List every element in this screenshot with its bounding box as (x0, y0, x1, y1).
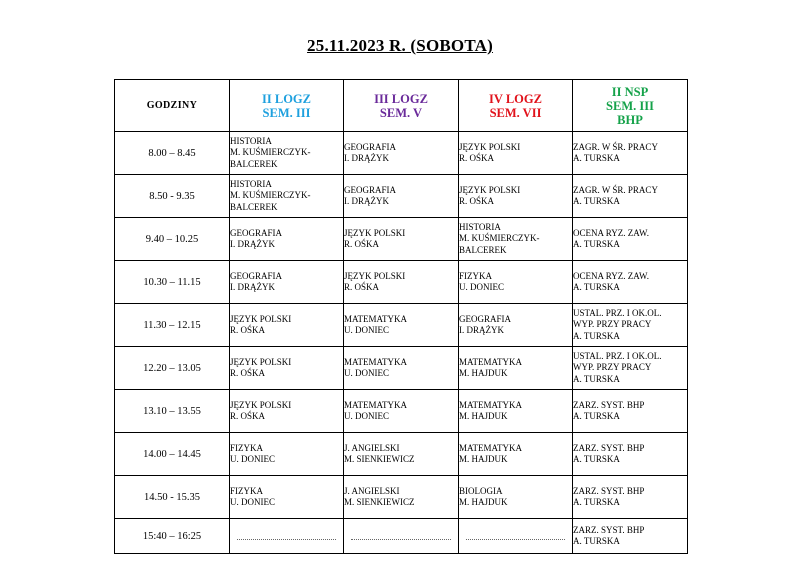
lesson-cell (459, 218, 573, 261)
lesson-cell (230, 218, 344, 261)
subject-name: HISTORIA (230, 135, 272, 146)
subject-name: MATEMATYKA (344, 356, 407, 367)
teacher-name: U. DONIEC (459, 282, 504, 292)
subject-name: JĘZYK POLSKI (230, 313, 292, 324)
teacher-name: M. HAJDUK (459, 497, 508, 507)
teacher-name: A. TURSKA (573, 373, 620, 384)
teacher-name: A. TURSKA (573, 239, 620, 249)
schedule-row (115, 261, 688, 304)
time-slot: 11.30 – 12.15 (115, 304, 230, 347)
subject-name: MATEMATYKA (344, 313, 407, 324)
teacher-name: A. TURSKA (573, 330, 620, 341)
time-slot: 10.30 – 11.15 (115, 261, 230, 304)
lesson-cell (459, 175, 573, 218)
time-slot: 8.50 - 9.35 (115, 175, 230, 218)
lesson-cell (459, 347, 573, 390)
lesson-cell (344, 132, 459, 175)
subject-name: JĘZYK POLSKI (459, 184, 521, 195)
schedule-row (115, 347, 688, 390)
group-semester: SEM. III (262, 105, 311, 120)
subject-name: BIOLOGIA (459, 485, 503, 496)
group-semester: SEM. V (379, 105, 423, 120)
teacher-name: M. SIENKIEWICZ (344, 497, 415, 507)
subject-name: FIZYKA (230, 485, 263, 496)
schedule-body (115, 132, 688, 554)
subject-name: MATEMATYKA (459, 399, 522, 410)
teacher-name: U. DONIEC (344, 411, 389, 421)
empty-slot-line (237, 539, 336, 540)
lesson-cell (573, 218, 688, 261)
lesson-cell (230, 433, 344, 476)
subject-name: HISTORIA (459, 221, 501, 232)
teacher-name: A. TURSKA (573, 411, 620, 421)
lesson-cell (573, 261, 688, 304)
teacher-name: R. OŚKA (459, 153, 495, 163)
subject-name: GEOGRAFIA (344, 184, 397, 195)
teacher-name: R. OŚKA (230, 411, 266, 421)
group-specialty: BHP (617, 112, 643, 127)
empty-slot-line (351, 539, 451, 540)
subject-name: GEOGRAFIA (230, 227, 283, 238)
lesson-cell (230, 261, 344, 304)
teacher-name: I. DRĄŻYK (344, 196, 389, 206)
teacher-name: WYP. PRZY PRACY (573, 319, 652, 330)
lesson-cell (344, 218, 459, 261)
teacher-name: R. OŚKA (230, 325, 266, 335)
group-header (459, 80, 573, 132)
subject-name: MATEMATYKA (459, 356, 522, 367)
lesson-cell (344, 519, 459, 554)
time-column-header: GODZINY (115, 80, 230, 132)
subject-name: FIZYKA (459, 270, 492, 281)
lesson-cell (344, 304, 459, 347)
teacher-name: U. DONIEC (344, 325, 389, 335)
schedule-table (114, 79, 688, 554)
teacher-name: U. DONIEC (230, 454, 275, 464)
teacher-name: BALCEREK (230, 201, 278, 212)
subject-name: MATEMATYKA (459, 442, 522, 453)
teacher-name: I. DRĄŻYK (230, 282, 275, 292)
subject-name: OCENA RYZ. ZAW. (573, 270, 649, 281)
lesson-cell (573, 476, 688, 519)
teacher-name: I. DRĄŻYK (459, 325, 504, 335)
time-slot: 14.00 – 14.45 (115, 433, 230, 476)
subject-name: JĘZYK POLSKI (230, 399, 292, 410)
lesson-cell (230, 476, 344, 519)
teacher-name: M. HAJDUK (459, 368, 508, 378)
teacher-name: M. KUŚMIERCZYK- (230, 147, 311, 158)
teacher-name: A. TURSKA (573, 153, 620, 163)
lesson-cell (573, 132, 688, 175)
teacher-name: M. KUŚMIERCZYK- (459, 233, 540, 244)
lesson-cell (573, 390, 688, 433)
group-name: IV LOGZ (489, 91, 542, 106)
group-header (344, 80, 459, 132)
subject-name: JĘZYK POLSKI (344, 227, 406, 238)
group-name: II NSP (611, 84, 649, 99)
lesson-cell (459, 433, 573, 476)
schedule-row (115, 132, 688, 175)
teacher-name: A. TURSKA (573, 536, 620, 546)
teacher-name: U. DONIEC (344, 368, 389, 378)
subject-name: ZARZ. SYST. BHP (573, 524, 645, 535)
page-title: 25.11.2023 R. (SOBOTA) (307, 36, 493, 55)
lesson-cell (573, 519, 688, 554)
subject-name: JĘZYK POLSKI (459, 141, 521, 152)
time-slot: 8.00 – 8.45 (115, 132, 230, 175)
lesson-cell (230, 390, 344, 433)
teacher-name: M. KUŚMIERCZYK- (230, 190, 311, 201)
group-semester: SEM. III (606, 98, 654, 113)
schedule-row (115, 304, 688, 347)
teacher-name: A. TURSKA (573, 196, 620, 206)
lesson-cell (459, 390, 573, 433)
lesson-cell (230, 304, 344, 347)
time-slot: 12.20 – 13.05 (115, 347, 230, 390)
teacher-name: I. DRĄŻYK (230, 239, 275, 249)
schedule-row (115, 390, 688, 433)
lesson-cell (230, 347, 344, 390)
schedule-row (115, 218, 688, 261)
lesson-cell (230, 132, 344, 175)
lesson-cell (459, 132, 573, 175)
lesson-cell (344, 390, 459, 433)
teacher-name: BALCEREK (230, 158, 278, 169)
lesson-cell (573, 347, 688, 390)
lesson-cell (573, 433, 688, 476)
lesson-cell (573, 304, 688, 347)
time-slot: 14.50 - 15.35 (115, 476, 230, 519)
lesson-cell (344, 476, 459, 519)
teacher-name: A. TURSKA (573, 454, 620, 464)
time-slot: 15:40 – 16:25 (115, 519, 230, 554)
teacher-name: U. DONIEC (230, 497, 275, 507)
subject-name: ZAGR. W ŚR. PRACY (573, 184, 658, 195)
schedule-row (115, 433, 688, 476)
teacher-name: A. TURSKA (573, 497, 620, 507)
header-row (115, 80, 688, 132)
subject-name: GEOGRAFIA (459, 313, 512, 324)
teacher-name: A. TURSKA (573, 282, 620, 292)
teacher-name: R. OŚKA (459, 196, 495, 206)
lesson-cell (459, 476, 573, 519)
empty-slot-line (466, 539, 565, 540)
schedule-row (115, 476, 688, 519)
subject-name: OCENA RYZ. ZAW. (573, 227, 649, 238)
teacher-name: WYP. PRZY PRACY (573, 362, 652, 373)
schedule-row (115, 519, 688, 554)
teacher-name: R. OŚKA (230, 368, 266, 378)
subject-name: GEOGRAFIA (344, 141, 397, 152)
subject-name: USTAL. PRZ. I OK.OL. (573, 307, 662, 318)
group-semester: SEM. VII (489, 105, 542, 120)
lesson-cell (230, 175, 344, 218)
teacher-name: BALCEREK (459, 244, 507, 255)
subject-name: JĘZYK POLSKI (230, 356, 292, 367)
lesson-cell (344, 175, 459, 218)
subject-name: ZARZ. SYST. BHP (573, 399, 645, 410)
group-name: III LOGZ (374, 91, 428, 106)
group-header (573, 80, 688, 132)
lesson-cell (230, 519, 344, 554)
lesson-cell (459, 304, 573, 347)
lesson-cell (459, 519, 573, 554)
subject-name: GEOGRAFIA (230, 270, 283, 281)
subject-name: JĘZYK POLSKI (344, 270, 406, 281)
schedule-row (115, 175, 688, 218)
subject-name: MATEMATYKA (344, 399, 407, 410)
lesson-cell (344, 433, 459, 476)
lesson-cell (344, 261, 459, 304)
time-slot: 9.40 – 10.25 (115, 218, 230, 261)
teacher-name: M. HAJDUK (459, 411, 508, 421)
subject-name: FIZYKA (230, 442, 263, 453)
teacher-name: M. SIENKIEWICZ (344, 454, 415, 464)
lesson-cell (573, 175, 688, 218)
teacher-name: I. DRĄŻYK (344, 153, 389, 163)
teacher-name: M. HAJDUK (459, 454, 508, 464)
teacher-name: R. OŚKA (344, 282, 380, 292)
subject-name: ZARZ. SYST. BHP (573, 485, 645, 496)
subject-name: J. ANGIELSKI (344, 485, 400, 496)
lesson-cell (459, 261, 573, 304)
lesson-cell (344, 347, 459, 390)
time-slot: 13.10 – 13.55 (115, 390, 230, 433)
subject-name: ZAGR. W ŚR. PRACY (573, 141, 658, 152)
subject-name: HISTORIA (230, 178, 272, 189)
subject-name: USTAL. PRZ. I OK.OL. (573, 350, 662, 361)
subject-name: ZARZ. SYST. BHP (573, 442, 645, 453)
group-header (230, 80, 344, 132)
teacher-name: R. OŚKA (344, 239, 380, 249)
group-name: II LOGZ (262, 91, 311, 106)
subject-name: J. ANGIELSKI (344, 442, 400, 453)
